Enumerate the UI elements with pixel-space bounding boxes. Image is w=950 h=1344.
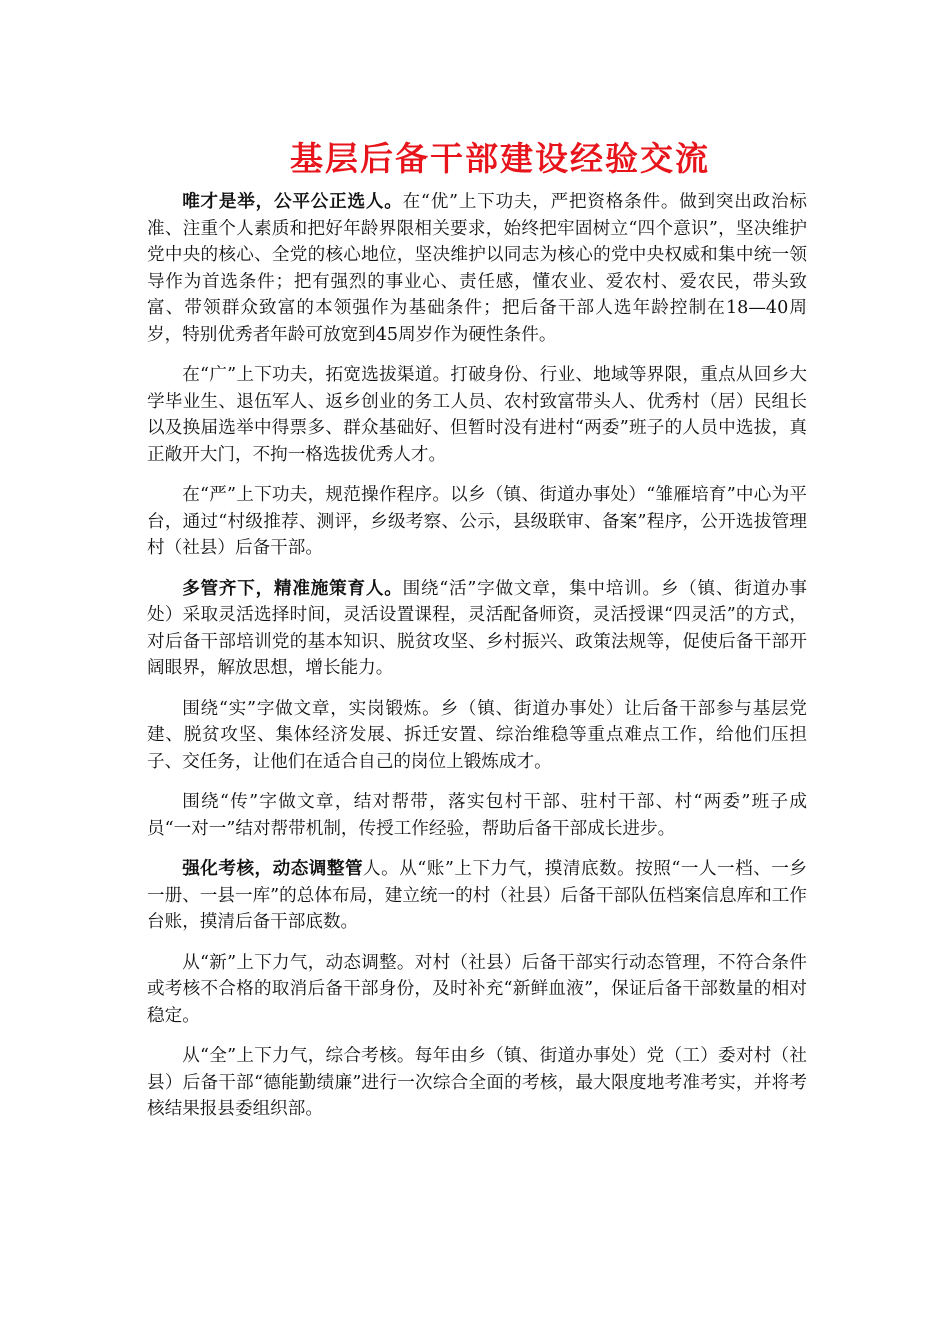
paragraph-text: 围绕“实”字做文章，实岗锻炼。乡（镇、街道办事处）让后备干部参与基层党建、脱贫攻坚、集体经济发展、拆迁安置、综治维稳等重点难点工作，给他们压担子、交任务，让他们在适合自己的岗位上锻炼成才。 [147, 698, 807, 772]
paragraph-text: 在“广”上下功夫，拓宽选拔渠道。打破身份、行业、地域等界限，重点从回乡大学毕业生、退伍军人、返乡创业的务工人员、农村致富带头人、优秀村（居）民组长以及换届选举中得票多、群众基础好、但暂时没有进村“两委”班子的人员中选拔，真正敞开大门，不拘一格选拔优秀人才。 [147, 365, 807, 465]
paragraph-text: 围绕“传”字做文章，结对帮带，落实包村干部、驻村干部、村“两委”班子成员“一对一”结对帮带机制，传授工作经验，帮助后备干部成长进步。 [147, 792, 807, 839]
document-title: 基层后备干部建设经验交流 [290, 139, 710, 178]
paragraph-1 [147, 189, 807, 348]
paragraph-7 [147, 856, 807, 936]
paragraph-text: 在“严”上下功夫，规范操作程序。以乡（镇、街道办事处）“雏雁培育”中心为平台，通过“村级推荐、测评，乡级考察、公示，县级联审、备案”程序，公开选拔管理村（社县）后备干部。 [147, 485, 807, 558]
paragraph-lead: 多管齐下，精准施策育人。 [182, 577, 403, 599]
paragraph-text: 人。从“账”上下力气，摸清底数。按照“一人一档、一乡一册、一县一库”的总体布局，建立统一的村（社县）后备干部队伍档案信息库和工作台账，摸清后备干部底数。 [147, 859, 807, 932]
paragraph-2 [147, 362, 807, 468]
paragraph-9 [147, 1043, 807, 1123]
paragraph-4 [147, 576, 807, 682]
paragraph-3 [147, 482, 807, 562]
paragraph-8 [147, 950, 807, 1030]
paragraph-6 [147, 789, 807, 842]
paragraph-text: 围绕“活”字做文章，集中培训。乡（镇、街道办事处）采取灵活选择时间，灵活设置课程，灵活配备师资，灵活授课“四灵活”的方式，对后备干部培训党的基本知识、脱贫攻坚、乡村振兴、政策法规等，促使后备干部开阔眼界，解放思想，增长能力。 [147, 578, 807, 678]
paragraph-lead: 强化考核，动态调整管 [182, 858, 364, 879]
paragraph-5 [147, 696, 807, 776]
paragraph-lead: 唯才是举，公平公正选人。 [182, 191, 403, 212]
paragraph-text: 在“优”上下功夫，严把资格条件。做到突出政治标准、注重个人素质和把好年龄界限相关要求，始终把牢固树立“四个意识”，坚决维护党中央的核心、全党的核心地位，坚决维护以同志为核心的党中央权威和集中统一领导作为首选条件；把有强烈的事业心、责任感，懂农业、爱农村、爱农民，带头致富、带领群众致富的本领强作为基础条件；把后备干部人选年龄控制在18—40周岁，特别优秀者年龄可放宽到45周岁作为硬性条件。 [147, 192, 807, 345]
paragraph-text: 从“全”上下力气，综合考核。每年由乡（镇、街道办事处）党（工）委对村（社县）后备干部“德能勤绩廉”进行一次综合全面的考核，最大限度地考准考实，并将考核结果报县委组织部。 [147, 1046, 807, 1119]
paragraph-text: 从“新”上下力气，动态调整。对村（社县）后备干部实行动态管理，不符合条件或考核不合格的取消后备干部身份，及时补充“新鲜血液”，保证后备干部数量的相对稳定。 [147, 952, 807, 1026]
document-body [147, 189, 807, 1137]
